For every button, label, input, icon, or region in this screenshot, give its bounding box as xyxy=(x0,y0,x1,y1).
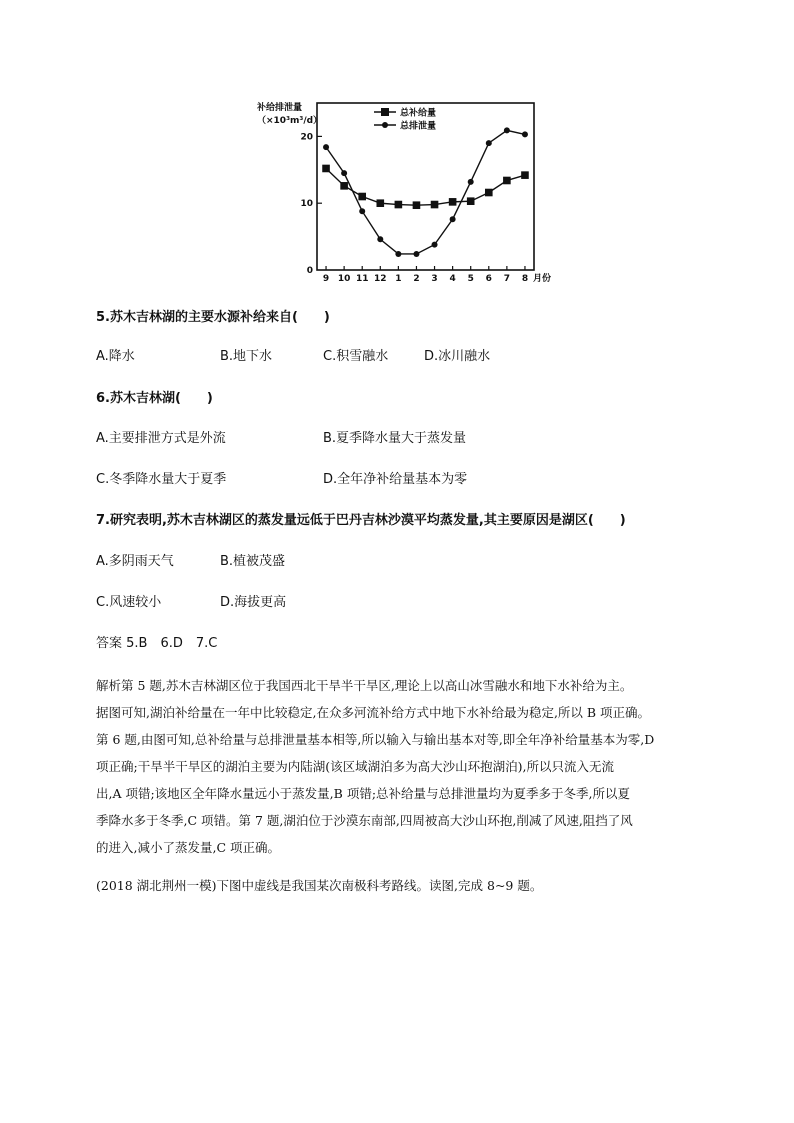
question-6-title: 6.苏木吉林湖( ) xyxy=(96,391,213,406)
data-point-circle xyxy=(341,170,347,176)
question-7-title: 7.研究表明,苏木吉林湖区的蒸发量远低于巴丹吉林沙漠平均蒸发量,其主要原因是湖区( ) xyxy=(96,513,626,528)
q6-option-c: C.冬季降水量大于夏季 xyxy=(96,472,227,487)
supply-discharge-chart xyxy=(254,96,552,286)
y-tick-label: 10 xyxy=(300,199,313,210)
legend-label: 总排泄量 xyxy=(400,121,437,132)
legend-label: 总补给量 xyxy=(400,108,437,119)
data-point-square xyxy=(358,193,366,201)
data-point-square xyxy=(322,165,330,173)
data-point-circle xyxy=(486,140,492,146)
x-tick-label: 12 xyxy=(374,274,387,284)
data-point-square xyxy=(521,171,529,179)
y-axis-label: 补给排泄量 xyxy=(257,103,303,113)
data-point-square xyxy=(467,197,475,205)
y-tick-label: 0 xyxy=(306,266,313,276)
data-point-circle xyxy=(450,216,456,222)
explanation-line: 据图可知,湖泊补给量在一年中比较稳定,在众多河流补给方式中地下水补给最为稳定,所以 B 项正确。 xyxy=(96,705,651,720)
data-point-square xyxy=(431,201,439,209)
q7-option-a: A.多阴雨天气 xyxy=(96,554,174,569)
data-point-square xyxy=(413,201,421,209)
data-point-circle xyxy=(468,179,474,185)
data-point-square xyxy=(395,201,403,209)
x-tick-label: 4 xyxy=(449,274,456,284)
data-point-circle xyxy=(377,236,383,242)
explanation-line: 季降水多于冬季,C 项错。第 7 题,湖泊位于沙漠东南部,四周被高大沙山环抱,削减了风速,阻挡了风 xyxy=(96,813,633,828)
explanation xyxy=(96,672,716,861)
q6-option-a: A.主要排泄方式是外流 xyxy=(96,431,226,446)
q7-option-c: C.风速较小 xyxy=(96,595,162,610)
y-tick-label: 20 xyxy=(300,132,313,143)
q5-option-a: A.降水 xyxy=(96,349,135,364)
x-tick-label: 11 xyxy=(355,274,369,284)
explanation-line: 的进入,减小了蒸发量,C 项正确。 xyxy=(96,840,280,855)
q5-option-d: D.冰川融水 xyxy=(424,349,491,364)
x-tick-label: 8 xyxy=(521,274,529,284)
q6-option-b: B.夏季降水量大于蒸发量 xyxy=(323,431,467,446)
explanation-line: 出,A 项错;该地区全年降水量远小于蒸发量,B 项错;总补给量与总排泄量均为夏季多于冬季,所以夏 xyxy=(96,786,631,801)
q5-option-c: C.积雪融水 xyxy=(323,349,389,364)
q5-option-b: B.地下水 xyxy=(220,349,273,364)
chart-svg xyxy=(254,96,552,286)
x-tick-label: 1 xyxy=(395,274,402,284)
data-point-circle xyxy=(504,127,510,133)
q6-option-d: D.全年净补给量基本为零 xyxy=(323,472,468,487)
x-tick-label: 6 xyxy=(485,274,492,284)
x-axis-unit: 月份 xyxy=(533,274,552,284)
q7-option-d: D.海拔更高 xyxy=(220,595,287,610)
data-point-circle xyxy=(395,251,401,257)
data-point-circle xyxy=(432,242,438,248)
explanation-line: 项正确;干旱半干旱区的湖泊主要为内陆湖(该区域湖泊多为高大沙山环抱湖泊),所以只流入无流 xyxy=(96,759,614,774)
x-tick-label: 10 xyxy=(337,274,351,284)
data-point-circle xyxy=(323,144,329,150)
answer-line: 答案 5.B 6.D 7.C xyxy=(96,636,218,651)
data-point-square xyxy=(503,177,511,185)
explanation-line: 第 6 题,由图可知,总补给量与总排泄量基本相等,所以输入与输出基本对等,即全年净补给量基本为零,D xyxy=(96,732,655,747)
data-point-circle xyxy=(413,251,419,257)
x-tick-label: 2 xyxy=(413,274,420,284)
data-point-square xyxy=(449,198,457,206)
legend-marker-circle xyxy=(382,122,388,128)
question-5-title: 5.苏木吉林湖的主要水源补给来自( ) xyxy=(96,310,330,325)
next-question-intro: (2018 湖北荆州一模)下图中虚线是我国某次南极科考路线。读图,完成 8~9 题。 xyxy=(96,878,543,893)
data-point-circle xyxy=(522,131,528,137)
q7-option-b: B.植被茂盛 xyxy=(220,554,286,569)
explanation-line: 解析第 5 题,苏木吉林湖区位于我国西北干旱半干旱区,理论上以高山冰雪融水和地下水补给为主。 xyxy=(96,678,633,693)
x-tick-label: 5 xyxy=(467,274,474,284)
data-point-circle xyxy=(359,208,365,214)
data-point-square xyxy=(485,189,493,197)
series-line xyxy=(326,168,525,205)
x-tick-label: 3 xyxy=(431,274,438,284)
x-tick-label: 7 xyxy=(503,274,511,284)
data-point-square xyxy=(376,199,384,207)
y-axis-unit: （×10³m³/d） xyxy=(257,116,323,126)
data-point-square xyxy=(340,182,348,190)
x-tick-label: 9 xyxy=(322,274,330,284)
legend-marker-square xyxy=(381,108,389,116)
